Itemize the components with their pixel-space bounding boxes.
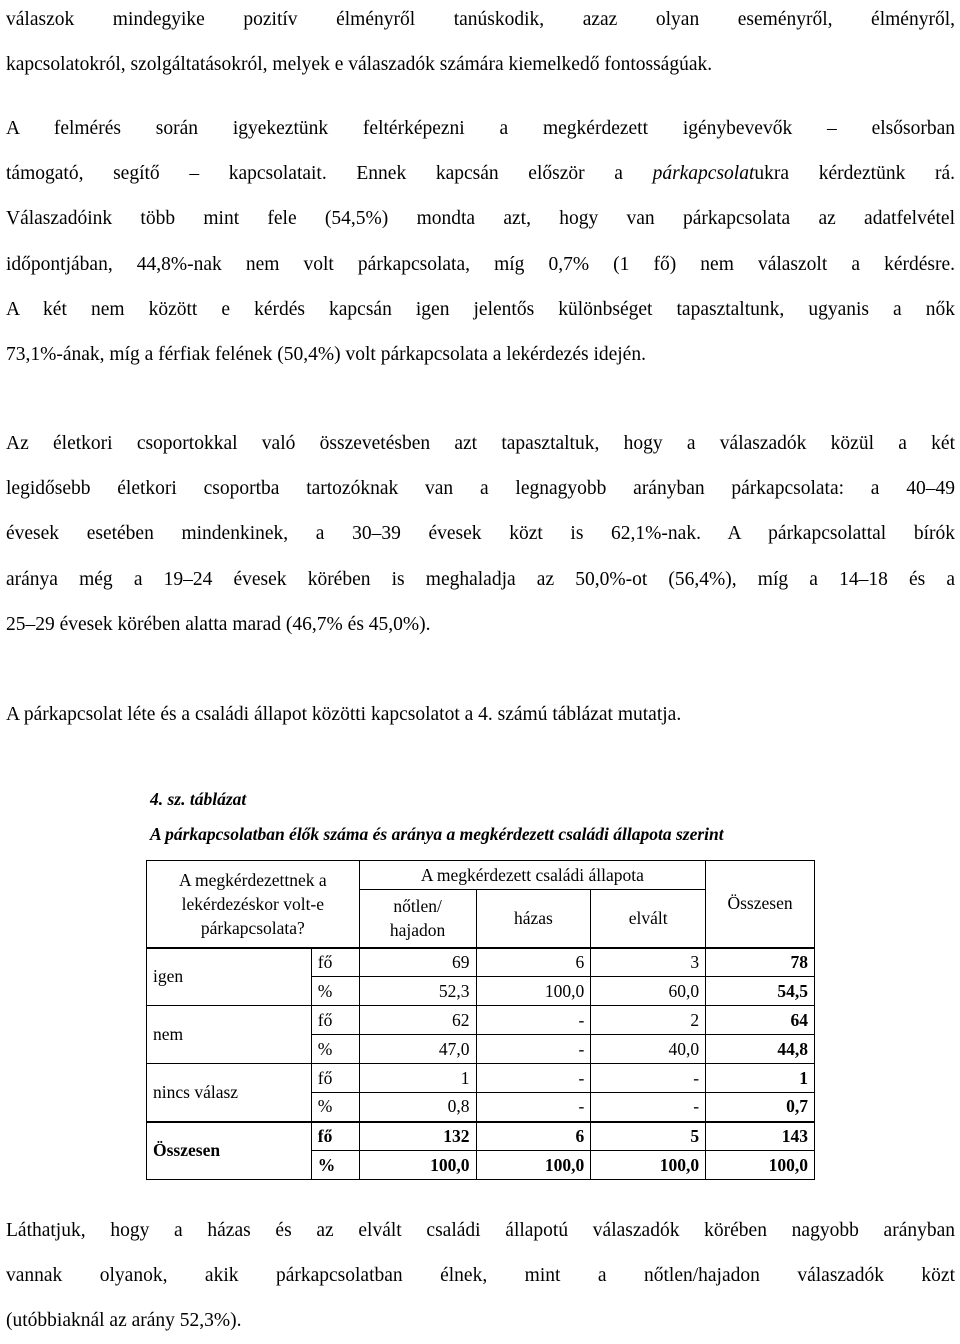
table-number: 4. sz. táblázat xyxy=(150,789,247,809)
marital-status-table xyxy=(146,860,815,1180)
row-label-total: Összesen xyxy=(147,1122,312,1180)
header-col-single: nőtlen/ hajadon xyxy=(359,890,476,948)
row-label-no: nem xyxy=(147,1006,312,1064)
cell-value: 3 xyxy=(591,948,706,977)
unit-count: fő xyxy=(311,948,359,977)
paragraph-intro-continued xyxy=(6,0,955,87)
text-line: legidősebb életkori csoportba tartozóknak van a legnagyobb arányban párkapcsolata: a 40–49 xyxy=(6,478,955,500)
cell-value: 40,0 xyxy=(591,1035,706,1064)
cell-value: 69 xyxy=(359,948,476,977)
cell-total: 1 xyxy=(706,1064,815,1093)
unit-percent: % xyxy=(311,1151,359,1180)
text-line: Válaszadóink több mint fele (54,5%) mondta azt, hogy van párkapcsolata az adatfelvétel xyxy=(6,208,955,230)
cell-value: - xyxy=(476,1035,591,1064)
cell-total: 100,0 xyxy=(706,1151,815,1180)
cell-value: 5 xyxy=(591,1122,706,1151)
unit-percent: % xyxy=(311,1093,359,1122)
table-title: A párkapcsolatban élők száma és aránya a megkérdezett családi állapota szerint xyxy=(150,824,724,844)
header-col-married: házas xyxy=(476,890,591,948)
row-label-yes: igen xyxy=(147,948,312,1006)
text-line: (utóbbiaknál az arány 52,3%). xyxy=(6,1310,242,1332)
cell-total: 143 xyxy=(706,1122,815,1151)
text-line: A felmérés során igyekeztünk feltérképezni a megkérdezett igénybevevők – elsősorban xyxy=(6,118,955,139)
cell-value: 6 xyxy=(476,948,591,977)
cell-value: 6 xyxy=(476,1122,591,1151)
cell-value: 100,0 xyxy=(476,1151,591,1180)
text-segment: ukra kérdeztünk rá. xyxy=(754,163,955,185)
paragraph-conclusion xyxy=(6,1208,955,1344)
unit-count: fő xyxy=(311,1122,359,1151)
text-line: kapcsolatokról, szolgáltatásokról, melyek e válaszadók számára kiemelkedő fontosságúak. xyxy=(6,54,713,76)
cell-value: 62 xyxy=(359,1006,476,1035)
unit-percent: % xyxy=(311,1035,359,1064)
unit-percent: % xyxy=(311,977,359,1006)
text-line: 25–29 évesek körében alatta marad (46,7% és 45,0%). xyxy=(6,613,431,635)
paragraph-table-intro xyxy=(6,692,955,737)
cell-total: 64 xyxy=(706,1006,815,1035)
italic-term: párkapcsolat xyxy=(652,163,755,185)
cell-value: 100,0 xyxy=(591,1151,706,1180)
cell-value: 2 xyxy=(591,1006,706,1035)
text-line-mixed xyxy=(6,151,955,196)
cell-value: 60,0 xyxy=(591,977,706,1006)
unit-count: fő xyxy=(311,1006,359,1035)
header-relationship-question: A megkérdezettnek a lekérdezéskor volt-e párkapcsolata? xyxy=(147,861,360,948)
cell-value: 100,0 xyxy=(359,1151,476,1180)
cell-value: 100,0 xyxy=(476,977,591,1006)
unit-count: fő xyxy=(311,1064,359,1093)
cell-total: 54,5 xyxy=(706,977,815,1006)
text-line: Az életkori csoportokkal való összevetésben azt tapasztaltuk, hogy a válaszadók közül a két xyxy=(6,433,955,454)
cell-value: - xyxy=(476,1064,591,1093)
text-line: 73,1%-ának, míg a férfiak felének (50,4%) volt párkapcsolata a lekérdezés idején. xyxy=(6,343,646,365)
text-line: A párkapcsolat léte és a családi állapot közötti kapcsolatot a 4. számú táblázat mutatja. xyxy=(6,704,682,725)
text-line: vannak olyanok, akik párkapcsolatban élnek, mint a nőtlen/hajadon válaszadók közt xyxy=(6,1265,955,1287)
cell-total: 44,8 xyxy=(706,1035,815,1064)
text-line: válaszok mindegyike pozitív élményről tanúskodik, azaz olyan eseményről, élményről, xyxy=(6,9,955,30)
cell-value: 132 xyxy=(359,1122,476,1151)
row-label-no-answer: nincs válasz xyxy=(147,1064,312,1122)
text-segment: támogató, segítő – kapcsolatait. Ennek kapcsán először a xyxy=(6,163,653,185)
cell-value: 52,3 xyxy=(359,977,476,1006)
cell-value: - xyxy=(476,1093,591,1122)
paragraph-age-groups xyxy=(6,421,955,647)
cell-value: - xyxy=(476,1006,591,1035)
cell-total: 78 xyxy=(706,948,815,977)
cell-value: - xyxy=(591,1064,706,1093)
text-line: A két nem között e kérdés kapcsán igen jelentős különbséget tapasztaltunk, ugyanis a nők xyxy=(6,298,955,320)
cell-value: 0,8 xyxy=(359,1093,476,1122)
paragraph-relationships xyxy=(6,106,955,377)
cell-value: - xyxy=(591,1093,706,1122)
header-total: Összesen xyxy=(706,861,815,948)
text-line: évesek esetében mindenkinek, a 30–39 évesek közt is 62,1%-nak. A párkapcsolattal bírók xyxy=(6,523,955,545)
header-marital-status-group: A megkérdezett családi állapota xyxy=(359,861,705,890)
cell-value: 1 xyxy=(359,1064,476,1093)
header-col-divorced: elvált xyxy=(591,890,706,948)
text-line: időpontjában, 44,8%-nak nem volt párkapcsolata, míg 0,7% (1 fő) nem válaszolt a kérdésre. xyxy=(6,253,955,275)
text-line: Láthatjuk, hogy a házas és az elvált családi állapotú válaszadók körében nagyobb arányban xyxy=(6,1220,955,1241)
cell-total: 0,7 xyxy=(706,1093,815,1122)
text-line: aránya még a 19–24 évesek körében is meghaladja az 50,0%-ot (56,4%), míg a 14–18 és a xyxy=(6,568,955,590)
cell-value: 47,0 xyxy=(359,1035,476,1064)
